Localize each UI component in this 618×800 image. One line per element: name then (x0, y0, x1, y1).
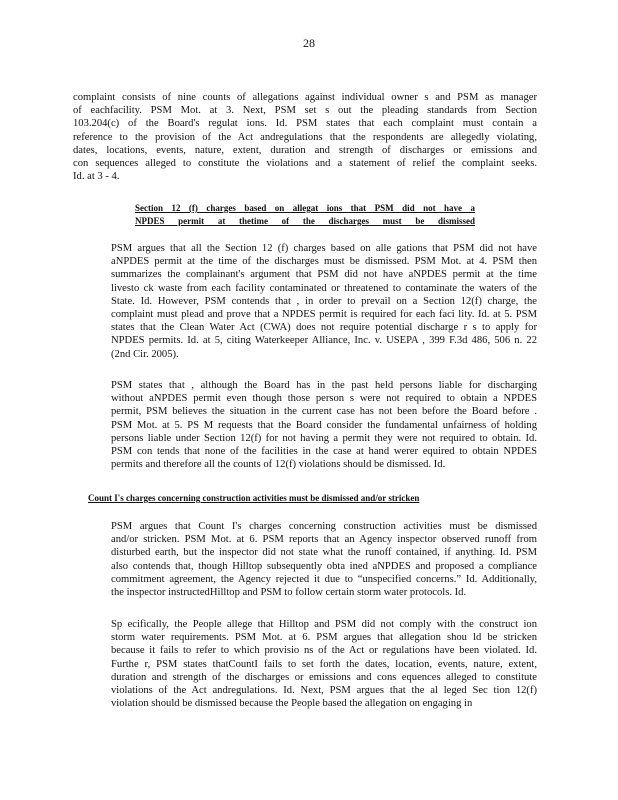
text-line: summarizes the complainant's argument that PSM did not have aNPDES permit at the time (111, 269, 537, 281)
text-line: the inspector instructedHilltop and PSM to follow certain storm water protocols. Id. (111, 587, 467, 599)
paragraph-intro (73, 91, 537, 183)
text-line: NPDES permits. Id. at 5, citing Waterkeeper Alliance, Inc. v. USEPA , 399 F.3d 486, 506 n. 22 (111, 335, 537, 347)
text-line: (2nd Cir. 2005). (111, 348, 179, 360)
text-line: aNPDES permit at the time of the discharges must be dismissed. PSM Mot. at 4. PSM then (111, 256, 537, 268)
text-line: PSM Mot. at 5. PS M requests that the Board consider the fundamental unfairness of holding (111, 419, 537, 431)
text-line: Furthe r, PSM states thatCountI fails to set forth the dates, location, events, nature, extent, (111, 658, 537, 670)
text-line: of eachfacility. PSM Mot. at 3. Next, PSM set s out the pleading standards from Section (73, 105, 537, 117)
heading-line: Section 12 (f) charges based on allegat ions that PSM did not have a (135, 203, 475, 213)
text-line: 103.204(c) of the Board's regulat ions. Id. PSM states that each complaint must contain a (73, 118, 537, 130)
text-line: complaint must plead and prove that a NPDES permit is required for each faci lity. Id. at 5. PSM (111, 309, 537, 321)
text-line: dates, locations, events, nature, extent, duration and strength of discharges or emissions and (73, 144, 537, 156)
text-line: and/or stricken. PSM Mot. at 6. PSM reports that an Agency inspector observed runoff from (111, 534, 537, 546)
text-line: Sp ecifically, the People allege that Hilltop and PSM did not comply with the construct ion (111, 619, 537, 630)
paragraph-construction-activities (73, 520, 537, 599)
text-line: livesto ck waste from each facility contaminated or threatened to contaminate the waters of the (111, 282, 537, 294)
text-line: persons liable under Section 12(f) for not having a permit they were not required to obtain. Id. (111, 432, 537, 444)
text-line: states that the Clean Water Act (CWA) does not require potential discharge r s to apply for (111, 322, 537, 334)
text-line: violations of the Act andregulations. Id. Next, PSM argues that the al leged Sec tion 12(f) (111, 685, 537, 697)
paragraph-storm-water (73, 618, 537, 710)
text-line: commitment agreement, the Agency rejected it due to “unspecified concerns.” Id. Additionally, (111, 573, 537, 585)
text-line: con sequences alleged to constitute the violations and a statement of relief the complaint seeks. (73, 158, 537, 170)
heading-line: NPDES permit at thetime of the discharges must be dismissed (135, 216, 475, 226)
text-line: duration and strength of the discharges or emissions and cons equences alleged to constitute (111, 671, 537, 683)
text-line: because it fails to refer to which provisio ns of the Act or regulations have been violated. Id. (111, 645, 537, 657)
page-number: 28 (303, 36, 315, 50)
text-line: Id. at 3 - 4. (73, 171, 120, 183)
text-line: PSM states that , although the Board has in the past held persons liable for discharging (111, 380, 537, 391)
text-line: permit, PSM believes the situation in the current case has not been before the Board before . (111, 406, 537, 418)
text-line: State. Id. However, PSM contends that , in order to prevail on a Section 12(f) charge, the (111, 295, 537, 307)
text-line: PSM argues that Count I's charges concerning construction activities must be dismissed (111, 521, 537, 532)
text-line: PSM argues that all the Section 12 (f) charges based on alle gations that PSM did not have (111, 243, 537, 254)
text-line: storm water requirements. PSM Mot. at 6. PSM argues that allegation shou ld be stricken (111, 632, 537, 644)
text-line: disturbed earth, but the inspector did not state what the runoff contained, if anything. Id. PSM (111, 547, 537, 559)
text-line: violation should be dismissed because the People based the allegation on engaging in (111, 698, 473, 710)
text-line: complaint consists of nine counts of allegations against individual owner s and PSM as manager (73, 92, 537, 103)
paragraph-npdes-argument (73, 242, 537, 361)
text-line: reference to the provision of the Act andregulations that the respondents are allegedly violating, (73, 131, 537, 143)
section-heading-count-one: Count I's charges concerning construction activities must be dismissed and/or stricken (88, 493, 420, 503)
text-line: also contends that, though Hilltop subsequently obta ined aNPDES and proposed a compliance (111, 560, 537, 572)
section-heading-npdes (135, 202, 475, 228)
text-line: PSM con tends that none of the facilities in the case at hand werer equired to obtain NPDES (111, 446, 537, 458)
text-line: without aNPDES permit even though those person s were not required to obtain a NPDES (111, 393, 537, 405)
paragraph-board-precedent (73, 379, 537, 471)
text-line: permits and therefore all the counts of 12(f) violations should be dismissed. Id. (111, 459, 446, 471)
